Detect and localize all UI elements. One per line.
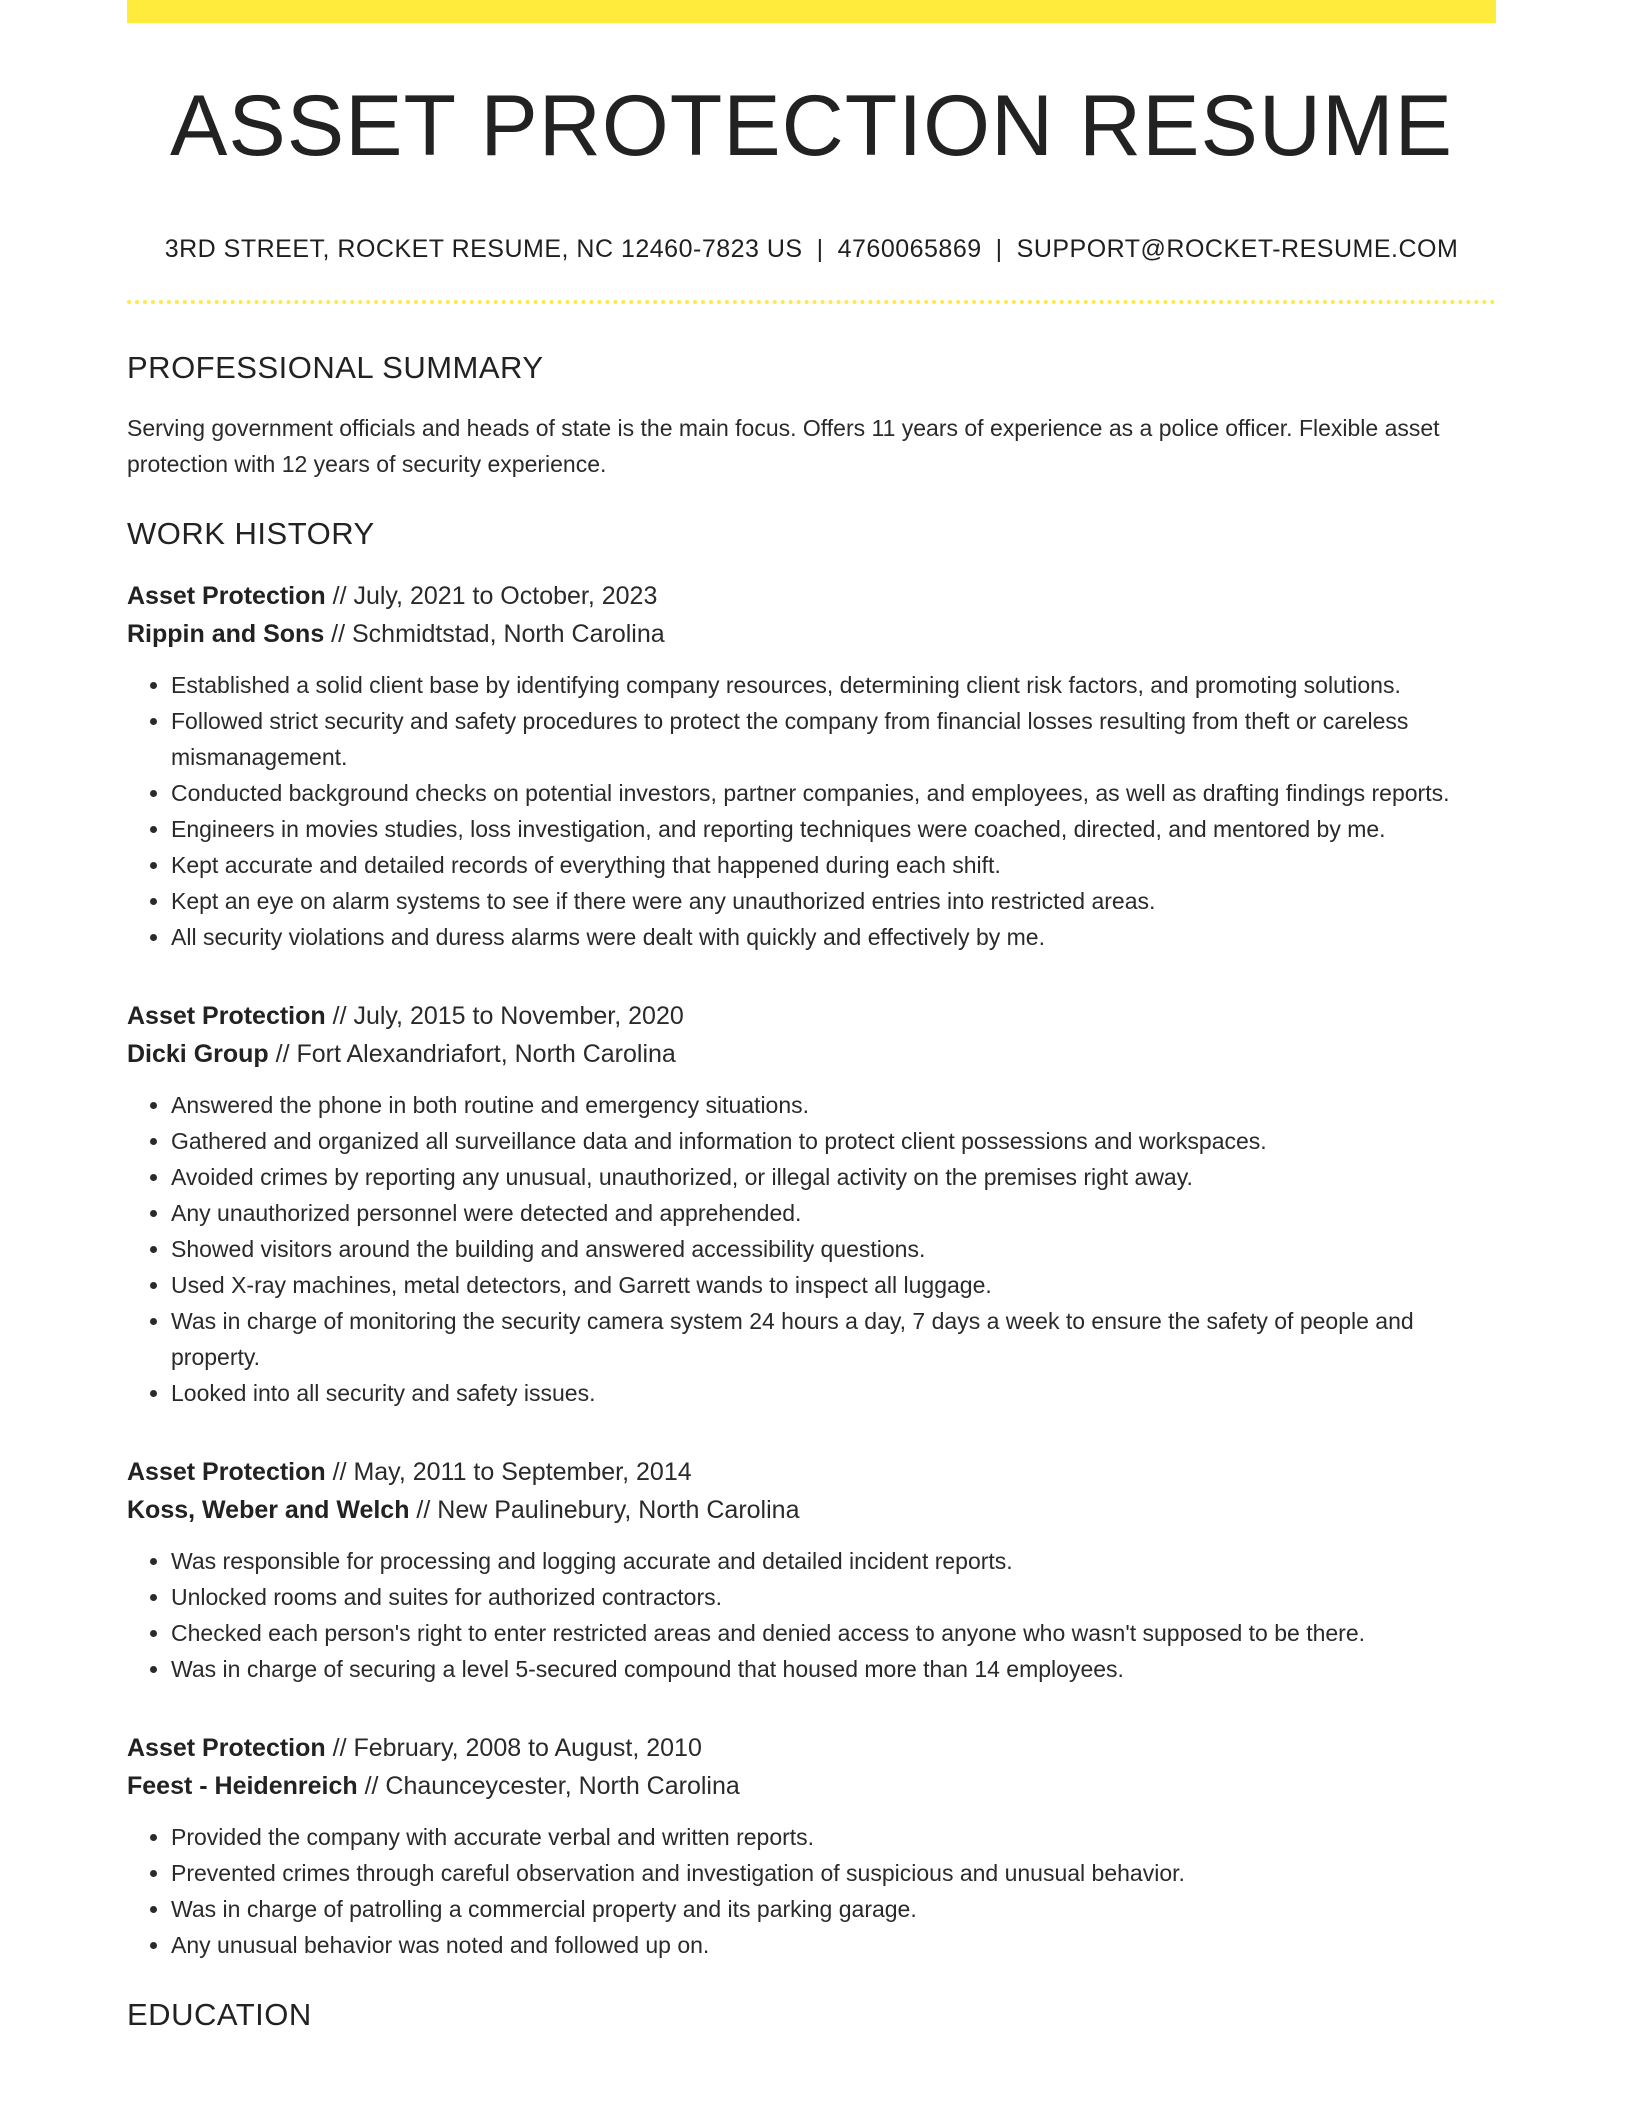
job-bullet: • Established a solid client base by identifying company resources, determining client risk factors, and promoting solutions. [171,667,1496,703]
job-bullet: • Engineers in movies studies, loss investigation, and reporting techniques were coached, directed, and mentored by me. [171,811,1496,847]
contact-email: SUPPORT@ROCKET-RESUME.COM [1016,235,1459,263]
job-title-line [127,577,1496,615]
top-accent-bar [127,0,1496,23]
job-bullet: • Avoided crimes by reporting any unusual, unauthorized, or illegal activity on the premises right away. [171,1159,1496,1195]
resume-title: ASSET PROTECTION RESUME [170,78,1453,174]
job-dates: // July, 2015 to November, 2020 [325,1002,684,1030]
job-entry [127,577,1496,955]
resume-page [127,0,1496,2030]
job-location: // New Paulinebury, North Carolina [409,1496,800,1524]
job-position: Asset Protection [127,1002,326,1030]
job-bullet: • Was in charge of patrolling a commercial property and its parking garage. [171,1891,1496,1927]
job-bullet: • Conducted background checks on potential investors, partner companies, and employees, as well as drafting findings reports. [171,775,1496,811]
job-company: Koss, Weber and Welch [127,1496,410,1524]
job-company: Feest - Heidenreich [127,1772,358,1800]
job-bullet: • Kept accurate and detailed records of everything that happened during each shift. [171,847,1496,883]
job-bullet: • Used X-ray machines, metal detectors, and Garrett wands to inspect all luggage. [171,1267,1496,1303]
education-heading: EDUCATION [127,1997,312,2032]
job-entry [127,1729,1496,1963]
job-position: Asset Protection [127,1458,326,1486]
job-entry [127,997,1496,1411]
summary-heading: PROFESSIONAL SUMMARY [127,350,544,385]
job-location: // Chaunceycester, North Carolina [357,1772,740,1800]
job-bullet: • Was in charge of securing a level 5-secured compound that housed more than 14 employees. [171,1651,1496,1687]
job-dates: // February, 2008 to August, 2010 [325,1734,702,1762]
job-company-line [127,1035,1496,1073]
job-company-line [127,1767,1496,1805]
job-bullets [127,667,1496,955]
job-company-line [127,1491,1496,1529]
job-bullet: • Checked each person's right to enter restricted areas and denied access to anyone who wasn't supposed to be there. [171,1615,1496,1651]
job-title-line [127,997,1496,1035]
job-company: Rippin and Sons [127,620,325,648]
job-bullets [127,1819,1496,1963]
job-company: Dicki Group [127,1040,269,1068]
contact-line [127,235,1496,264]
contact-phone: 4760065869 [837,235,982,263]
job-bullet: • Any unusual behavior was noted and followed up on. [171,1927,1496,1963]
job-title-line [127,1729,1496,1767]
job-entry [127,1453,1496,1687]
job-bullet: • Was responsible for processing and logging accurate and detailed incident reports. [171,1543,1496,1579]
contact-separator: | [816,235,824,263]
job-bullets [127,1543,1496,1687]
job-position: Asset Protection [127,582,326,610]
work-history-list [127,577,1496,1963]
job-bullets [127,1087,1496,1411]
job-bullet: • Provided the company with accurate verbal and written reports. [171,1819,1496,1855]
job-bullet: • Prevented crimes through careful observation and investigation of suspicious and unusual behavior. [171,1855,1496,1891]
summary-text: Serving government officials and heads of state is the main focus. Offers 11 years of experience as a police officer. Flexible asset protection with 12 years of security experience. [127,415,1440,477]
job-position: Asset Protection [127,1734,326,1762]
job-location: // Schmidtstad, North Carolina [324,620,665,648]
contact-separator: | [995,235,1003,263]
work-history-heading: WORK HISTORY [127,516,375,551]
job-bullet: • Answered the phone in both routine and emergency situations. [171,1087,1496,1123]
dotted-divider [127,300,1496,304]
job-title-line [127,1453,1496,1491]
job-dates: // July, 2021 to October, 2023 [325,582,658,610]
job-bullet: • Followed strict security and safety procedures to protect the company from financial losses resulting from theft or careless mismanagement. [171,703,1496,775]
job-bullet: • Gathered and organized all surveillance data and information to protect client possessions and workspaces. [171,1123,1496,1159]
job-bullet: • Was in charge of monitoring the security camera system 24 hours a day, 7 days a week to ensure the safety of people and property. [171,1303,1496,1375]
job-bullet: • Unlocked rooms and suites for authorized contractors. [171,1579,1496,1615]
job-bullet: • Showed visitors around the building and answered accessibility questions. [171,1231,1496,1267]
job-bullet: • Any unauthorized personnel were detected and apprehended. [171,1195,1496,1231]
job-bullet: • Kept an eye on alarm systems to see if there were any unauthorized entries into restricted areas. [171,883,1496,919]
job-bullet: • Looked into all security and safety issues. [171,1375,1496,1411]
job-bullet: • All security violations and duress alarms were dealt with quickly and effectively by me. [171,919,1496,955]
job-dates: // May, 2011 to September, 2014 [325,1458,692,1486]
job-location: // Fort Alexandriafort, North Carolina [268,1040,676,1068]
job-company-line [127,615,1496,653]
contact-address: 3RD STREET, ROCKET RESUME, NC 12460-7823 US [164,235,803,263]
